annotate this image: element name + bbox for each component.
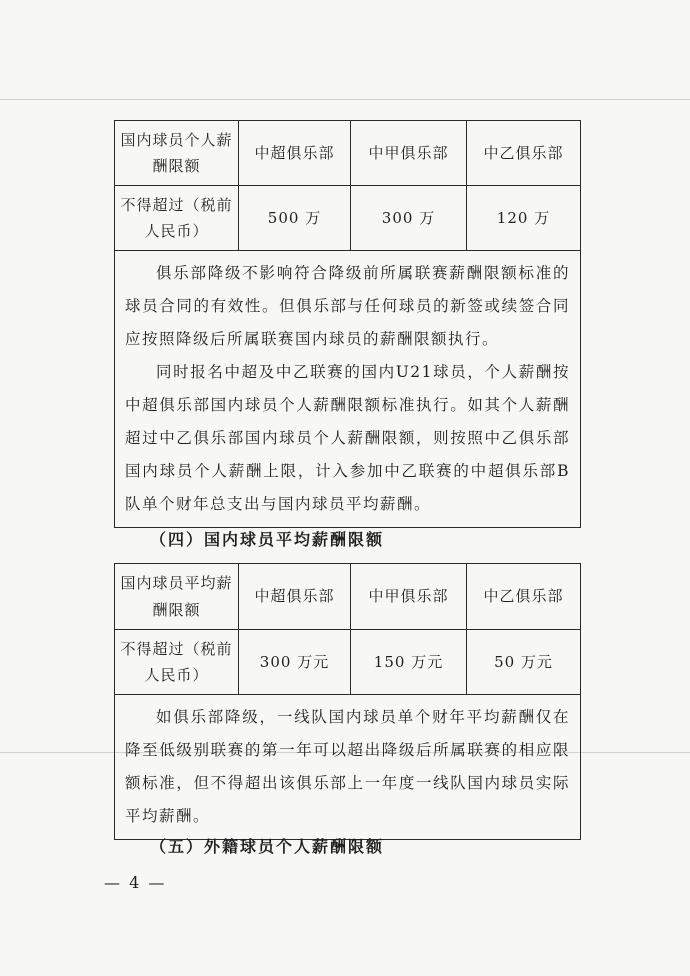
value-league-two: 120 万 — [467, 186, 581, 251]
notes-cell — [115, 251, 581, 528]
header-league-two: 中乙俱乐部 — [467, 564, 581, 630]
page-number: — 4 — — [104, 873, 167, 892]
notes-cell — [115, 695, 581, 840]
header-league-one: 中甲俱乐部 — [351, 564, 467, 630]
fold-line-top — [0, 99, 690, 100]
value-csl: 500 万 — [239, 186, 351, 251]
header-row-label: 国内球员个人薪酬限额 — [115, 121, 239, 186]
header-csl: 中超俱乐部 — [239, 564, 351, 630]
note-paragraph: 同时报名中超及中乙联赛的国内U21球员，个人薪酬按中超俱乐部国内球员个人薪酬限额标准执行。如其个人薪酬超过中乙俱乐部国内球员个人薪酬限额，则按照中乙俱乐部国内球员个人薪酬上限，计入参加中乙联赛的中超俱乐部B队单个财年总支出与国内球员平均薪酬。 — [125, 363, 570, 513]
domestic-average-salary-cap-table — [114, 563, 581, 840]
value-league-one: 150 万元 — [351, 630, 467, 695]
header-csl: 中超俱乐部 — [239, 121, 351, 186]
domestic-individual-salary-cap-table — [114, 120, 581, 528]
value-league-one: 300 万 — [351, 186, 467, 251]
value-csl: 300 万元 — [239, 630, 351, 695]
value-league-two: 50 万元 — [467, 630, 581, 695]
row-label: 不得超过（税前人民币） — [115, 630, 239, 695]
row-label: 不得超过（税前人民币） — [115, 186, 239, 251]
section-heading-4: （四）国内球员平均薪酬限额 — [150, 530, 385, 549]
table-header-row — [115, 564, 581, 630]
table-row — [115, 186, 581, 251]
table-header-row — [115, 121, 581, 186]
table-notes-row — [115, 251, 581, 528]
section-heading-5: （五）外籍球员个人薪酬限额 — [150, 837, 385, 856]
table-row — [115, 630, 581, 695]
note-paragraph: 如俱乐部降级，一线队国内球员单个财年平均薪酬仅在降至低级别联赛的第一年可以超出降级后所属联赛的相应限额标准，但不得超出该俱乐部上一年度一线队国内球员实际平均薪酬。 — [125, 708, 570, 825]
header-league-two: 中乙俱乐部 — [467, 121, 581, 186]
header-league-one: 中甲俱乐部 — [351, 121, 467, 186]
header-row-label: 国内球员平均薪酬限额 — [115, 564, 239, 630]
table-notes-row — [115, 695, 581, 840]
note-paragraph: 俱乐部降级不影响符合降级前所属联赛薪酬限额标准的球员合同的有效性。但俱乐部与任何球员的新签或续签合同应按照降级后所属联赛国内球员的薪酬限额执行。 — [125, 264, 570, 348]
